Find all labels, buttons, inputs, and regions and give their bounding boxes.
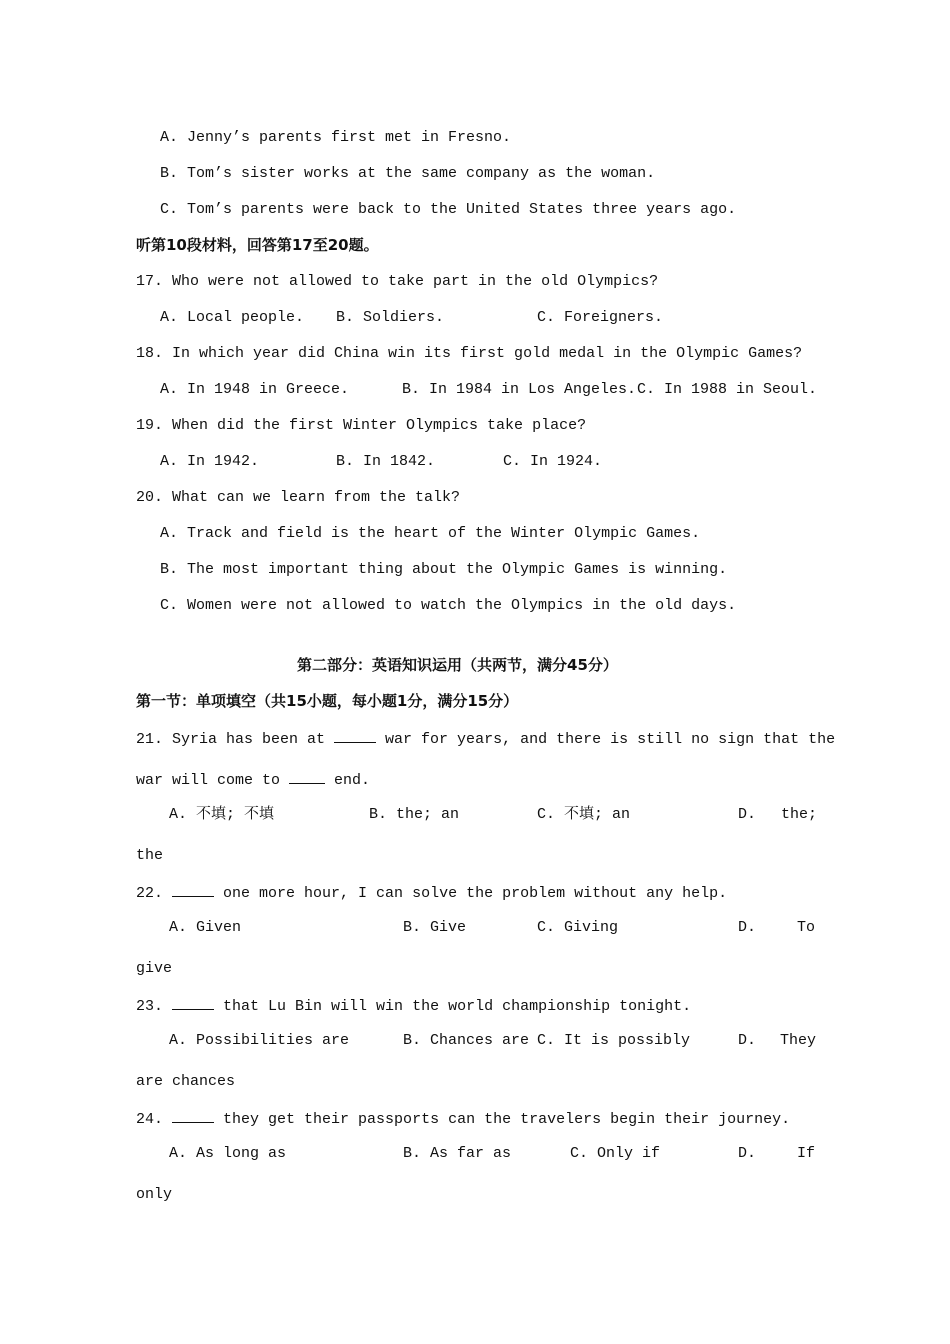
q24-option-d-letter: D.	[738, 1145, 757, 1162]
q22-stem-text: one more hour, I can solve the problem without any help.	[214, 885, 728, 902]
q16-option-b: B. Tom’s sister works at the same company as the woman.	[160, 165, 656, 182]
q18-option-b: B. In 1984 in Los Angeles.	[402, 381, 637, 398]
q24-number: 24.	[136, 1111, 164, 1128]
q21-stem-line2-end: end.	[325, 772, 371, 789]
q23-option-d-rest: are chances	[136, 1073, 236, 1090]
q24-option-d-first: If	[797, 1145, 816, 1162]
q22-option-a: A. Given	[169, 919, 242, 936]
q16-option-c: C. Tom’s parents were back to the United States three years ago.	[160, 201, 737, 218]
q22-option-d-first: To	[797, 919, 816, 936]
answer-blank	[289, 769, 325, 784]
q21-option-d-letter: D.	[738, 806, 757, 823]
part2-title: 第二部分：英语知识运用（共两节，满分45分）	[297, 656, 618, 674]
q18-option-c: C. In 1988 in Seoul.	[637, 381, 818, 398]
q21-stem-middle: war for years, and there is still no sign that the	[376, 731, 836, 748]
q21-stem-line2-start: war will come to	[136, 772, 290, 789]
q23-option-b: B. Chances are	[403, 1032, 530, 1049]
q21-stem-line2	[136, 769, 370, 791]
section1-title: 第一节：单项填空（共15小题，每小题1分，满分15分）	[136, 692, 519, 710]
q16-option-a: A. Jenny’s parents first met in Fresno.	[160, 129, 512, 146]
q20-option-b: B. The most important thing about the Olympic Games is winning.	[160, 561, 728, 578]
q22-option-c: C. Giving	[537, 919, 619, 936]
q24-option-c: C. Only if	[570, 1145, 661, 1162]
q17-option-a: A. Local people.	[160, 309, 305, 326]
answer-blank	[172, 882, 214, 897]
q24-stem-text: they get their passports can the travelers begin their journey.	[214, 1111, 791, 1128]
q18-option-a: A. In 1948 in Greece.	[160, 381, 350, 398]
q20-option-a: A. Track and field is the heart of the Winter Olympic Games.	[160, 525, 701, 542]
q23-option-d-first: They	[780, 1032, 817, 1049]
q22-option-b: B. Give	[403, 919, 467, 936]
q21-option-a: A. 不填; 不填	[169, 806, 275, 823]
q19-option-b: B. In 1842.	[336, 453, 436, 470]
q21-stem-start: 21. Syria has been at	[136, 731, 335, 748]
q17-stem: 17. Who were not allowed to take part in the old Olympics?	[136, 273, 659, 290]
q23-option-a: A. Possibilities are	[169, 1032, 350, 1049]
q23-option-c: C. It is possibly	[537, 1032, 691, 1049]
q24-option-d-rest: only	[136, 1186, 173, 1203]
q18-stem: 18. In which year did China win its first gold medal in the Olympic Games?	[136, 345, 803, 362]
q24-stem	[136, 1108, 790, 1130]
q21-stem	[136, 728, 835, 750]
q21-option-d-rest: the	[136, 847, 164, 864]
q22-option-d-rest: give	[136, 960, 173, 977]
q24-option-b: B. As far as	[403, 1145, 512, 1162]
q19-option-a: A. In 1942.	[160, 453, 260, 470]
q23-number: 23.	[136, 998, 164, 1015]
q24-option-a: A. As long as	[169, 1145, 287, 1162]
answer-blank	[334, 728, 376, 743]
q21-option-d-first: the;	[781, 806, 818, 823]
q19-stem: 19. When did the first Winter Olympics take place?	[136, 417, 587, 434]
q23-stem-text: that Lu Bin will win the world championship tonight.	[214, 998, 692, 1015]
q20-stem: 20. What can we learn from the talk?	[136, 489, 461, 506]
answer-blank	[172, 1108, 214, 1123]
q17-option-b: B. Soldiers.	[336, 309, 445, 326]
q19-option-c: C. In 1924.	[503, 453, 603, 470]
q23-stem	[136, 995, 691, 1017]
q17-option-c: C. Foreigners.	[537, 309, 664, 326]
q21-option-c: C. 不填; an	[537, 806, 631, 823]
q20-option-c: C. Women were not allowed to watch the Olympics in the old days.	[160, 597, 737, 614]
section10-heading: 听第10段材料，回答第17至20题。	[136, 236, 379, 254]
q22-number: 22.	[136, 885, 164, 902]
q23-option-d-letter: D.	[738, 1032, 757, 1049]
q22-stem	[136, 882, 727, 904]
q22-option-d-letter: D.	[738, 919, 757, 936]
answer-blank	[172, 995, 214, 1010]
q21-option-b: B. the; an	[369, 806, 460, 823]
